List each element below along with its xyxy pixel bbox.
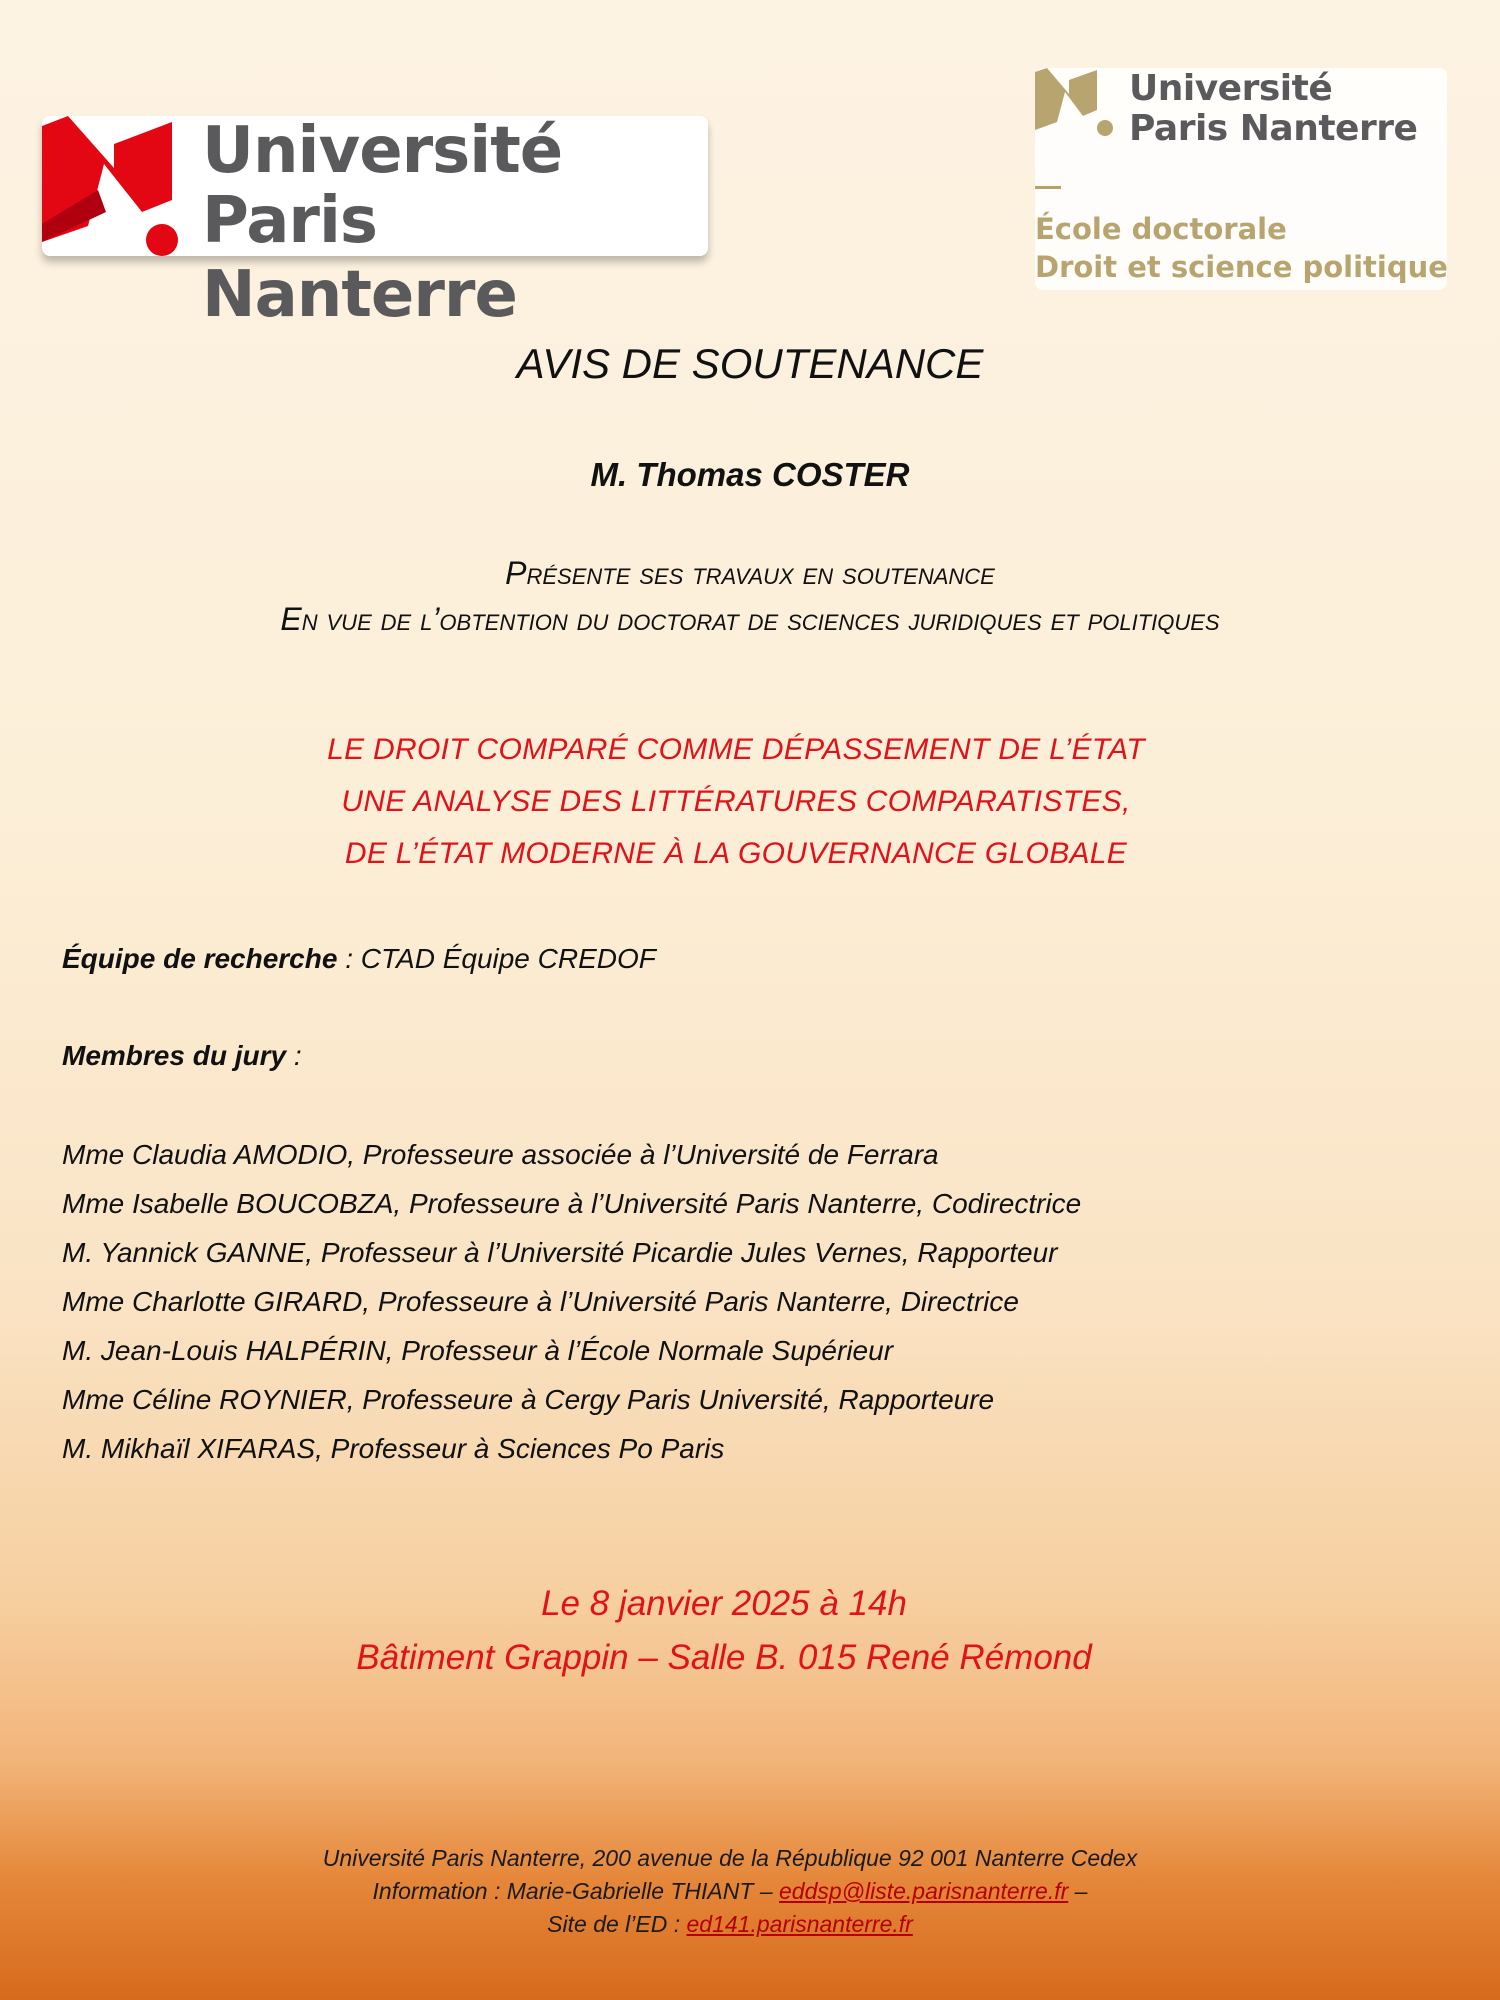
nanterre-gold-mark-icon [1035,68,1115,148]
research-team-label: Équipe de recherche [62,943,338,974]
defense-date: Le 8 janvier 2025 à 14h [541,1584,907,1623]
jury-member: Mme Claudia AMODIO, Professeure associée à l’Université de Ferrara [62,1139,939,1170]
contact-email-link[interactable]: eddsp@liste.parisnanterre.fr [779,1878,1069,1904]
jury-list [62,1135,1081,1478]
jury-member: Mme Céline ROYNIER, Professeure à Cergy Paris Université, Rapporteure [62,1384,995,1415]
ed-name-line2: Droit et science politique [1035,250,1448,284]
nanterre-mark-icon [42,116,202,256]
ecole-doctorale-logo [1035,68,1447,290]
thesis-title-line-2: UNE ANALYSE DES LITTÉRATURES COMPARATISTES, [341,785,1131,818]
thesis-title-line-1: LE DROIT COMPARÉ COMME DÉPASSEMENT DE L’ÉTAT [327,733,1145,766]
jury-heading-label: Membres du jury [62,1040,287,1071]
jury-member: Mme Charlotte GIRARD, Professeure à l’Université Paris Nanterre, Directrice [62,1286,1019,1317]
footer-information: Information : Marie-Gabrielle THIANT – eddsp@liste.parisnanterre.fr – [372,1878,1088,1904]
footer-address: Université Paris Nanterre, 200 avenue de la République 92 001 Nanterre Cedex [322,1845,1138,1871]
notice-title: AVIS DE SOUTENANCE [516,340,984,387]
jury-member: M. Yannick GANNE, Professeur à l’Université Picardie Jules Vernes, Rapporteur [62,1237,1058,1268]
logo-text-universite: Université [202,114,563,188]
presentation-line-2: En vue de l’obtention du doctorat de sciences juridiques et politiques [280,601,1220,637]
research-team-value: : CTAD Équipe CREDOF [337,943,656,974]
research-team [62,943,656,975]
presentation-line-1: Présente ses travaux en soutenance [505,555,995,591]
thesis-title-line-3: DE L’ÉTAT MODERNE À LA GOUVERNANCE GLOBALE [344,837,1128,870]
ed-website-link[interactable]: ed141.parisnanterre.fr [686,1911,913,1937]
footer-site: Site de l’ED : ed141.parisnanterre.fr [547,1911,913,1937]
defense-location: Bâtiment Grappin – Salle B. 015 René Rémond [356,1638,1092,1677]
jury-heading: Membres du jury : [62,1040,302,1071]
jury-member: M. Mikhaïl XIFARAS, Professeur à Sciences Po Paris [62,1433,725,1464]
ed-logo-text-paris-nanterre: Paris Nanterre [1129,108,1418,149]
ed-logo-text-universite: Université [1129,68,1333,109]
university-logo [42,114,708,332]
ed-name-line1: École doctorale [1035,212,1287,246]
jury-member: Mme Isabelle BOUCOBZA, Professeure à l’Université Paris Nanterre, Codirectrice [62,1188,1082,1219]
jury-member: M. Jean-Louis HALPÉRIN, Professeur à l’École Normale Supérieur [62,1335,894,1366]
candidate-name: M. Thomas COSTER [590,456,910,493]
logo-divider [1035,186,1061,189]
logo-text-paris-nanterre: Paris Nanterre [202,184,517,332]
